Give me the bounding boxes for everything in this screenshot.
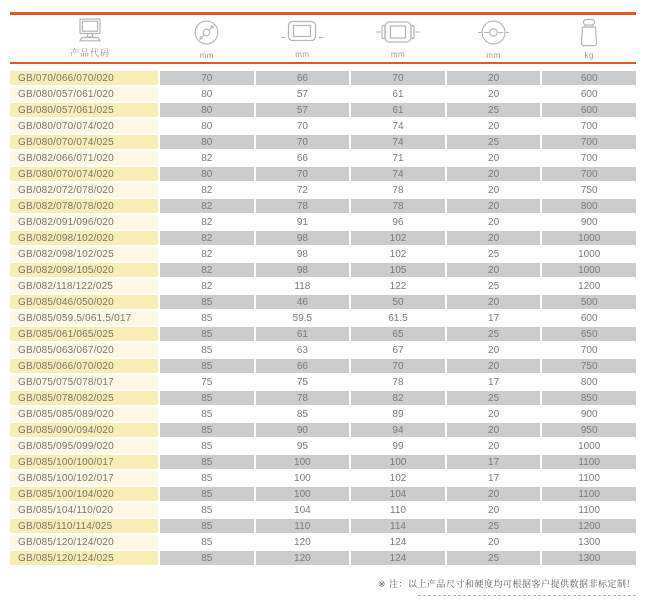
value-cell: 25 [447,551,541,565]
value-cell: 80 [160,167,254,181]
value-cell: 100 [256,455,350,469]
unit-label: mm [199,51,214,60]
weight-icon [575,18,603,48]
value-cell: 25 [447,391,541,405]
value-cell: 1100 [542,503,636,517]
value-cell: 17 [447,311,541,325]
table-row [10,103,636,117]
product-code-cell: GB/080/057/061/020 [10,87,158,101]
value-cell: 1000 [542,231,636,245]
table-row [10,439,636,453]
table-row [10,167,636,181]
product-code-cell: GB/080/070/074/020 [10,119,158,133]
product-code-cell: GB/085/100/100/017 [10,455,158,469]
table-row [10,311,636,325]
product-code-cell: GB/085/063/067/020 [10,343,158,357]
value-cell: 110 [256,519,350,533]
outer-width-icon [280,18,324,47]
value-cell: 91 [256,215,350,229]
value-cell: 25 [447,327,541,341]
value-cell: 17 [447,455,541,469]
value-cell: 66 [256,359,350,373]
value-cell: 122 [351,279,445,293]
value-cell: 20 [447,439,541,453]
value-cell: 25 [447,519,541,533]
value-cell: 124 [351,551,445,565]
value-cell: 78 [351,375,445,389]
table-row [10,183,636,197]
value-cell: 20 [447,87,541,101]
column-header-bore-diameter [447,17,541,60]
table-row [10,471,636,485]
value-cell: 120 [256,551,350,565]
value-cell: 57 [256,103,350,117]
value-cell: 85 [160,327,254,341]
value-cell: 85 [160,439,254,453]
value-cell: 110 [351,503,445,517]
footnote: ※ 注：以上产品尺寸和硬度均可根据客户提供数据非标定制！ [377,579,636,589]
bore-diameter-icon [477,17,510,48]
value-cell: 80 [160,103,254,117]
value-cell: 800 [542,199,636,213]
value-cell: 61 [351,87,445,101]
monitor-icon [75,18,105,43]
product-code-cell: GB/082/078/078/020 [10,199,158,213]
value-cell: 61.5 [351,311,445,325]
header-divider [10,62,636,64]
spec-table [10,71,636,565]
value-cell: 1300 [542,535,636,549]
value-cell: 20 [447,119,541,133]
value-cell: 20 [447,503,541,517]
value-cell: 20 [447,263,541,277]
table-row [10,151,636,165]
value-cell: 70 [256,167,350,181]
value-cell: 63 [256,343,350,357]
value-cell: 20 [447,199,541,213]
column-header-product-code [50,18,130,59]
value-cell: 95 [256,439,350,453]
value-cell: 70 [351,359,445,373]
table-row [10,327,636,341]
value-cell: 57 [256,87,350,101]
value-cell: 90 [256,423,350,437]
value-cell: 61 [351,103,445,117]
unit-label: mm [486,51,501,60]
value-cell: 1200 [542,519,636,533]
product-code-cell: GB/085/078/082/025 [10,391,158,405]
value-cell: 104 [351,487,445,501]
value-cell: 85 [160,407,254,421]
value-cell: 25 [447,247,541,261]
value-cell: 75 [256,375,350,389]
value-cell: 82 [160,279,254,293]
value-cell: 124 [351,535,445,549]
value-cell: 98 [256,263,350,277]
value-cell: 102 [351,247,445,261]
value-cell: 82 [160,151,254,165]
value-cell: 85 [160,503,254,517]
column-header-ball-diameter [160,17,254,60]
table-row [10,455,636,469]
value-cell: 85 [256,407,350,421]
value-cell: 85 [160,391,254,405]
value-cell: 25 [447,135,541,149]
table-row [10,263,636,277]
value-cell: 17 [447,471,541,485]
dashed-divider [418,595,636,596]
value-cell: 700 [542,135,636,149]
value-cell: 67 [351,343,445,357]
value-cell: 82 [160,183,254,197]
value-cell: 102 [351,231,445,245]
value-cell: 85 [160,471,254,485]
product-code-cell: GB/085/110/114/025 [10,519,158,533]
value-cell: 104 [256,503,350,517]
product-code-cell: GB/085/085/089/020 [10,407,158,421]
value-cell: 750 [542,359,636,373]
value-cell: 120 [256,535,350,549]
value-cell: 102 [351,471,445,485]
value-cell: 900 [542,407,636,421]
value-cell: 20 [447,71,541,85]
product-code-cell: GB/075/075/078/017 [10,375,158,389]
value-cell: 20 [447,215,541,229]
value-cell: 82 [160,199,254,213]
value-cell: 98 [256,231,350,245]
value-cell: 66 [256,71,350,85]
table-row [10,375,636,389]
value-cell: 85 [160,455,254,469]
value-cell: 89 [351,407,445,421]
value-cell: 74 [351,119,445,133]
table-row [10,391,636,405]
value-cell: 75 [160,375,254,389]
value-cell: 99 [351,439,445,453]
table-header [10,15,636,62]
value-cell: 71 [351,151,445,165]
product-code-cell: GB/085/104/110/020 [10,503,158,517]
table-row [10,119,636,133]
table-row [10,71,636,85]
ball-diameter-icon [191,17,222,48]
value-cell: 20 [447,151,541,165]
product-code-cell: GB/085/120/124/020 [10,535,158,549]
product-code-cell: GB/082/066/071/020 [10,151,158,165]
value-cell: 80 [160,135,254,149]
value-cell: 700 [542,151,636,165]
value-cell: 70 [256,135,350,149]
value-cell: 600 [542,87,636,101]
value-cell: 82 [160,263,254,277]
value-cell: 72 [256,183,350,197]
value-cell: 78 [351,183,445,197]
value-cell: 600 [542,311,636,325]
value-cell: 20 [447,359,541,373]
value-cell: 1100 [542,487,636,501]
product-code-cell: GB/085/090/094/020 [10,423,158,437]
product-code-cell: GB/082/098/102/020 [10,231,158,245]
value-cell: 20 [447,183,541,197]
product-code-cell: GB/070/066/070/020 [10,71,158,85]
value-cell: 1000 [542,439,636,453]
value-cell: 600 [542,71,636,85]
table-row [10,551,636,565]
value-cell: 100 [256,487,350,501]
table-row [10,503,636,517]
unit-label: mm [295,50,310,59]
value-cell: 94 [351,423,445,437]
value-cell: 98 [256,247,350,261]
value-cell: 85 [160,359,254,373]
table-row [10,295,636,309]
product-code-cell: GB/082/098/105/020 [10,263,158,277]
value-cell: 70 [351,71,445,85]
value-cell: 85 [160,295,254,309]
value-cell: 59.5 [256,311,350,325]
value-cell: 96 [351,215,445,229]
value-cell: 20 [447,407,541,421]
table-row [10,87,636,101]
value-cell: 850 [542,391,636,405]
table-row [10,215,636,229]
unit-label: mm [390,50,406,59]
table-row [10,135,636,149]
value-cell: 74 [351,167,445,181]
value-cell: 20 [447,343,541,357]
product-code-cell: GB/080/070/074/020 [10,167,158,181]
value-cell: 25 [447,103,541,117]
value-cell: 82 [351,391,445,405]
table-row [10,279,636,293]
value-cell: 1000 [542,263,636,277]
value-cell: 20 [447,231,541,245]
value-cell: 50 [351,295,445,309]
column-header-weight [542,18,636,60]
table-row [10,423,636,437]
product-code-cell: GB/082/072/078/020 [10,183,158,197]
column-header-outer-width [256,18,350,59]
column-header-flanged-width [351,18,445,59]
value-cell: 20 [447,535,541,549]
table-row [10,247,636,261]
product-code-cell: GB/080/057/061/025 [10,103,158,117]
value-cell: 750 [542,183,636,197]
product-code-cell: GB/085/095/099/020 [10,439,158,453]
product-code-cell: GB/082/098/102/025 [10,247,158,261]
table-row [10,519,636,533]
value-cell: 950 [542,423,636,437]
value-cell: 20 [447,167,541,181]
value-cell: 82 [160,247,254,261]
value-cell: 100 [351,455,445,469]
value-cell: 61 [256,327,350,341]
product-code-label: 产品代码 [69,48,110,58]
value-cell: 17 [447,375,541,389]
product-code-cell: GB/085/061/065/025 [10,327,158,341]
value-cell: 1300 [542,551,636,565]
footer [10,577,636,596]
value-cell: 20 [447,423,541,437]
value-cell: 80 [160,87,254,101]
value-cell: 74 [351,135,445,149]
value-cell: 70 [160,71,254,85]
value-cell: 25 [447,279,541,293]
value-cell: 85 [160,551,254,565]
flanged-width-icon [376,18,420,47]
value-cell: 900 [542,215,636,229]
value-cell: 20 [447,487,541,501]
product-code-cell: GB/082/118/122/025 [10,279,158,293]
value-cell: 85 [160,487,254,501]
product-code-cell: GB/085/100/104/020 [10,487,158,501]
value-cell: 700 [542,167,636,181]
value-cell: 20 [447,295,541,309]
value-cell: 70 [256,119,350,133]
value-cell: 700 [542,119,636,133]
table-row [10,231,636,245]
product-code-cell: GB/082/091/096/020 [10,215,158,229]
value-cell: 650 [542,327,636,341]
product-code-cell: GB/080/070/074/025 [10,135,158,149]
product-code-cell: GB/085/066/070/020 [10,359,158,373]
table-row [10,343,636,357]
value-cell: 82 [160,231,254,245]
value-cell: 1000 [542,247,636,261]
value-cell: 105 [351,263,445,277]
value-cell: 82 [160,215,254,229]
value-cell: 1200 [542,279,636,293]
unit-label: kg [584,50,594,60]
value-cell: 1100 [542,471,636,485]
value-cell: 114 [351,519,445,533]
value-cell: 1100 [542,455,636,469]
value-cell: 78 [256,199,350,213]
value-cell: 85 [160,519,254,533]
value-cell: 78 [256,391,350,405]
table-row [10,407,636,421]
product-code-cell: GB/085/059.5/061.5/017 [10,311,158,325]
value-cell: 85 [160,535,254,549]
value-cell: 118 [256,279,350,293]
table-row [10,359,636,373]
value-cell: 600 [542,103,636,117]
value-cell: 65 [351,327,445,341]
product-code-cell: GB/085/046/050/020 [10,295,158,309]
value-cell: 46 [256,295,350,309]
value-cell: 66 [256,151,350,165]
value-cell: 500 [542,295,636,309]
table-row [10,199,636,213]
value-cell: 85 [160,343,254,357]
value-cell: 700 [542,343,636,357]
value-cell: 78 [351,199,445,213]
value-cell: 800 [542,375,636,389]
value-cell: 80 [160,119,254,133]
product-code-cell: GB/085/100/102/017 [10,471,158,485]
table-row [10,487,636,501]
value-cell: 100 [256,471,350,485]
value-cell: 85 [160,423,254,437]
value-cell: 85 [160,311,254,325]
table-row [10,535,636,549]
product-code-cell: GB/085/120/124/025 [10,551,158,565]
